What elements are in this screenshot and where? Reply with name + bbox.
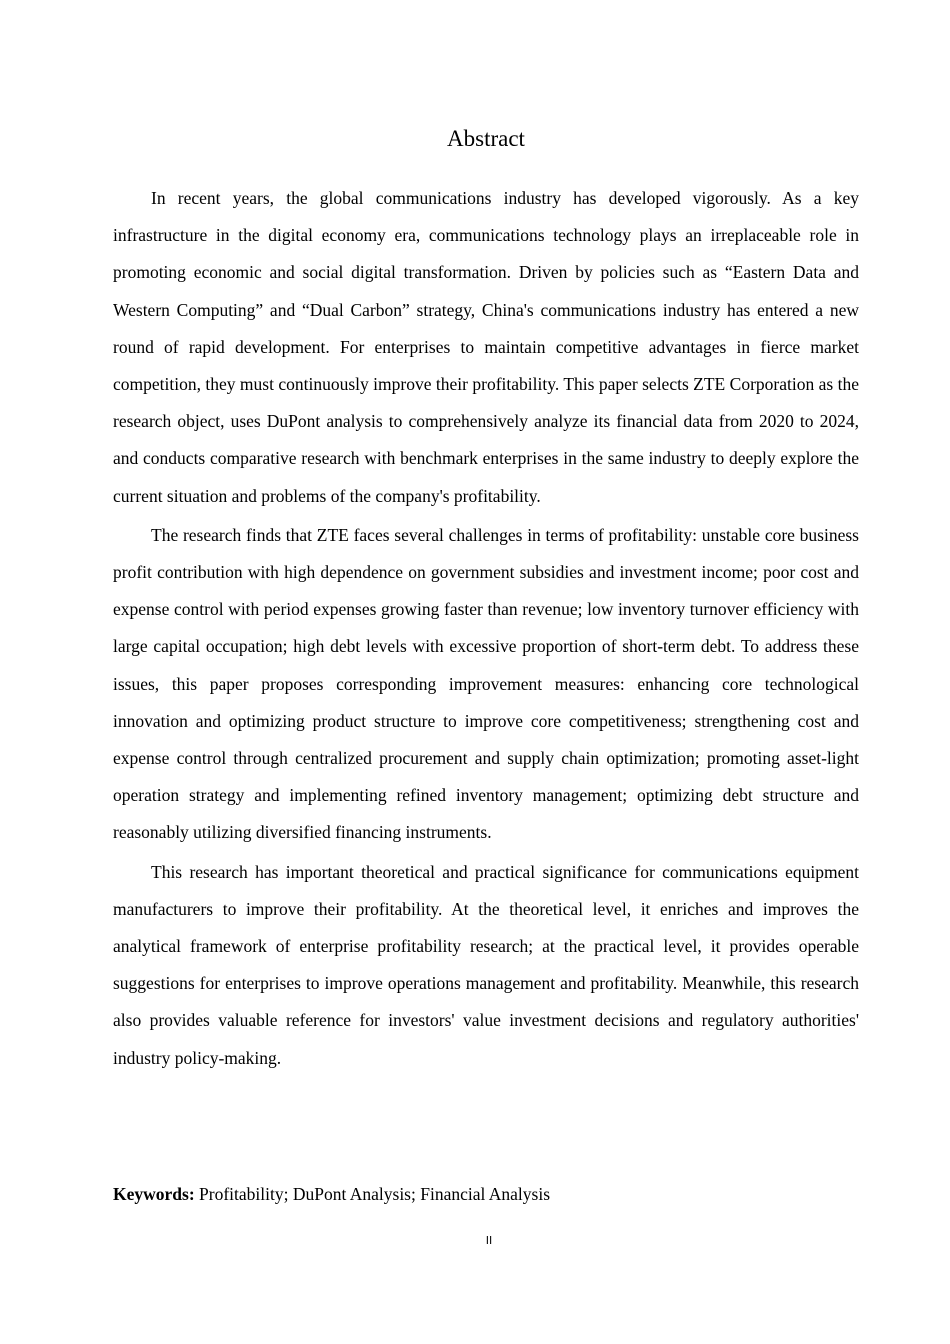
abstract-body: [113, 180, 859, 1079]
abstract-paragraph-3: This research has important theoretical and practical significance for communications equipment manufacturers to improve their profitability. At the theoretical level, it enriches and improves the analytical framework of enterprise profitability research; at the practical level, it provides operable suggestions for enterprises to improve operations management and profitability. Meanwhile, this research also provides valuable reference for investors' value investment decisions and regulatory authorities' industry policy-making.: [113, 861, 859, 1068]
keywords-line: [113, 1179, 550, 1209]
abstract-paragraph-2: The research finds that ZTE faces several challenges in terms of profitability: unstable core business profit contribution with high dependence on government subsidies and investment income; poor cost and expense control with period expenses growing faster than revenue; low inventory turnover efficiency with large capital occupation; high debt levels with excessive proportion of short-term debt. To address these issues, this paper proposes corresponding improvement measures: enhancing core technological innovation and optimizing product structure to improve core competitiveness; strengthening cost and expense control through centralized procurement and supply chain optimization; promoting asset-light operation strategy and implementing refined inventory management; optimizing debt structure and reasonably utilizing diversified financing instruments.: [113, 524, 859, 843]
abstract-paragraph-1: In recent years, the global communications industry has developed vigorously. As a key infrastructure in the digital economy era, communications technology plays an irreplaceable role in promoting economic and social digital transformation. Driven by policies such as “Eastern Data and Western Computing” and “Dual Carbon” strategy, China's communications industry has entered a new round of rapid development. For enterprises to maintain competitive advantages in fierce market competition, they must continuously improve their profitability. This paper selects ZTE Corporation as the research object, uses DuPont analysis to comprehensively analyze its financial data from 2020 to 2024, and conducts comparative research with benchmark enterprises in the same industry to deeply explore the current situation and problems of the company's profitability.: [113, 188, 859, 506]
keywords-label: Keywords:: [113, 1184, 195, 1204]
keywords-text: Profitability; DuPont Analysis; Financial Analysis: [199, 1184, 551, 1204]
page-number: II: [485, 1234, 493, 1247]
abstract-title: Abstract: [447, 126, 525, 151]
